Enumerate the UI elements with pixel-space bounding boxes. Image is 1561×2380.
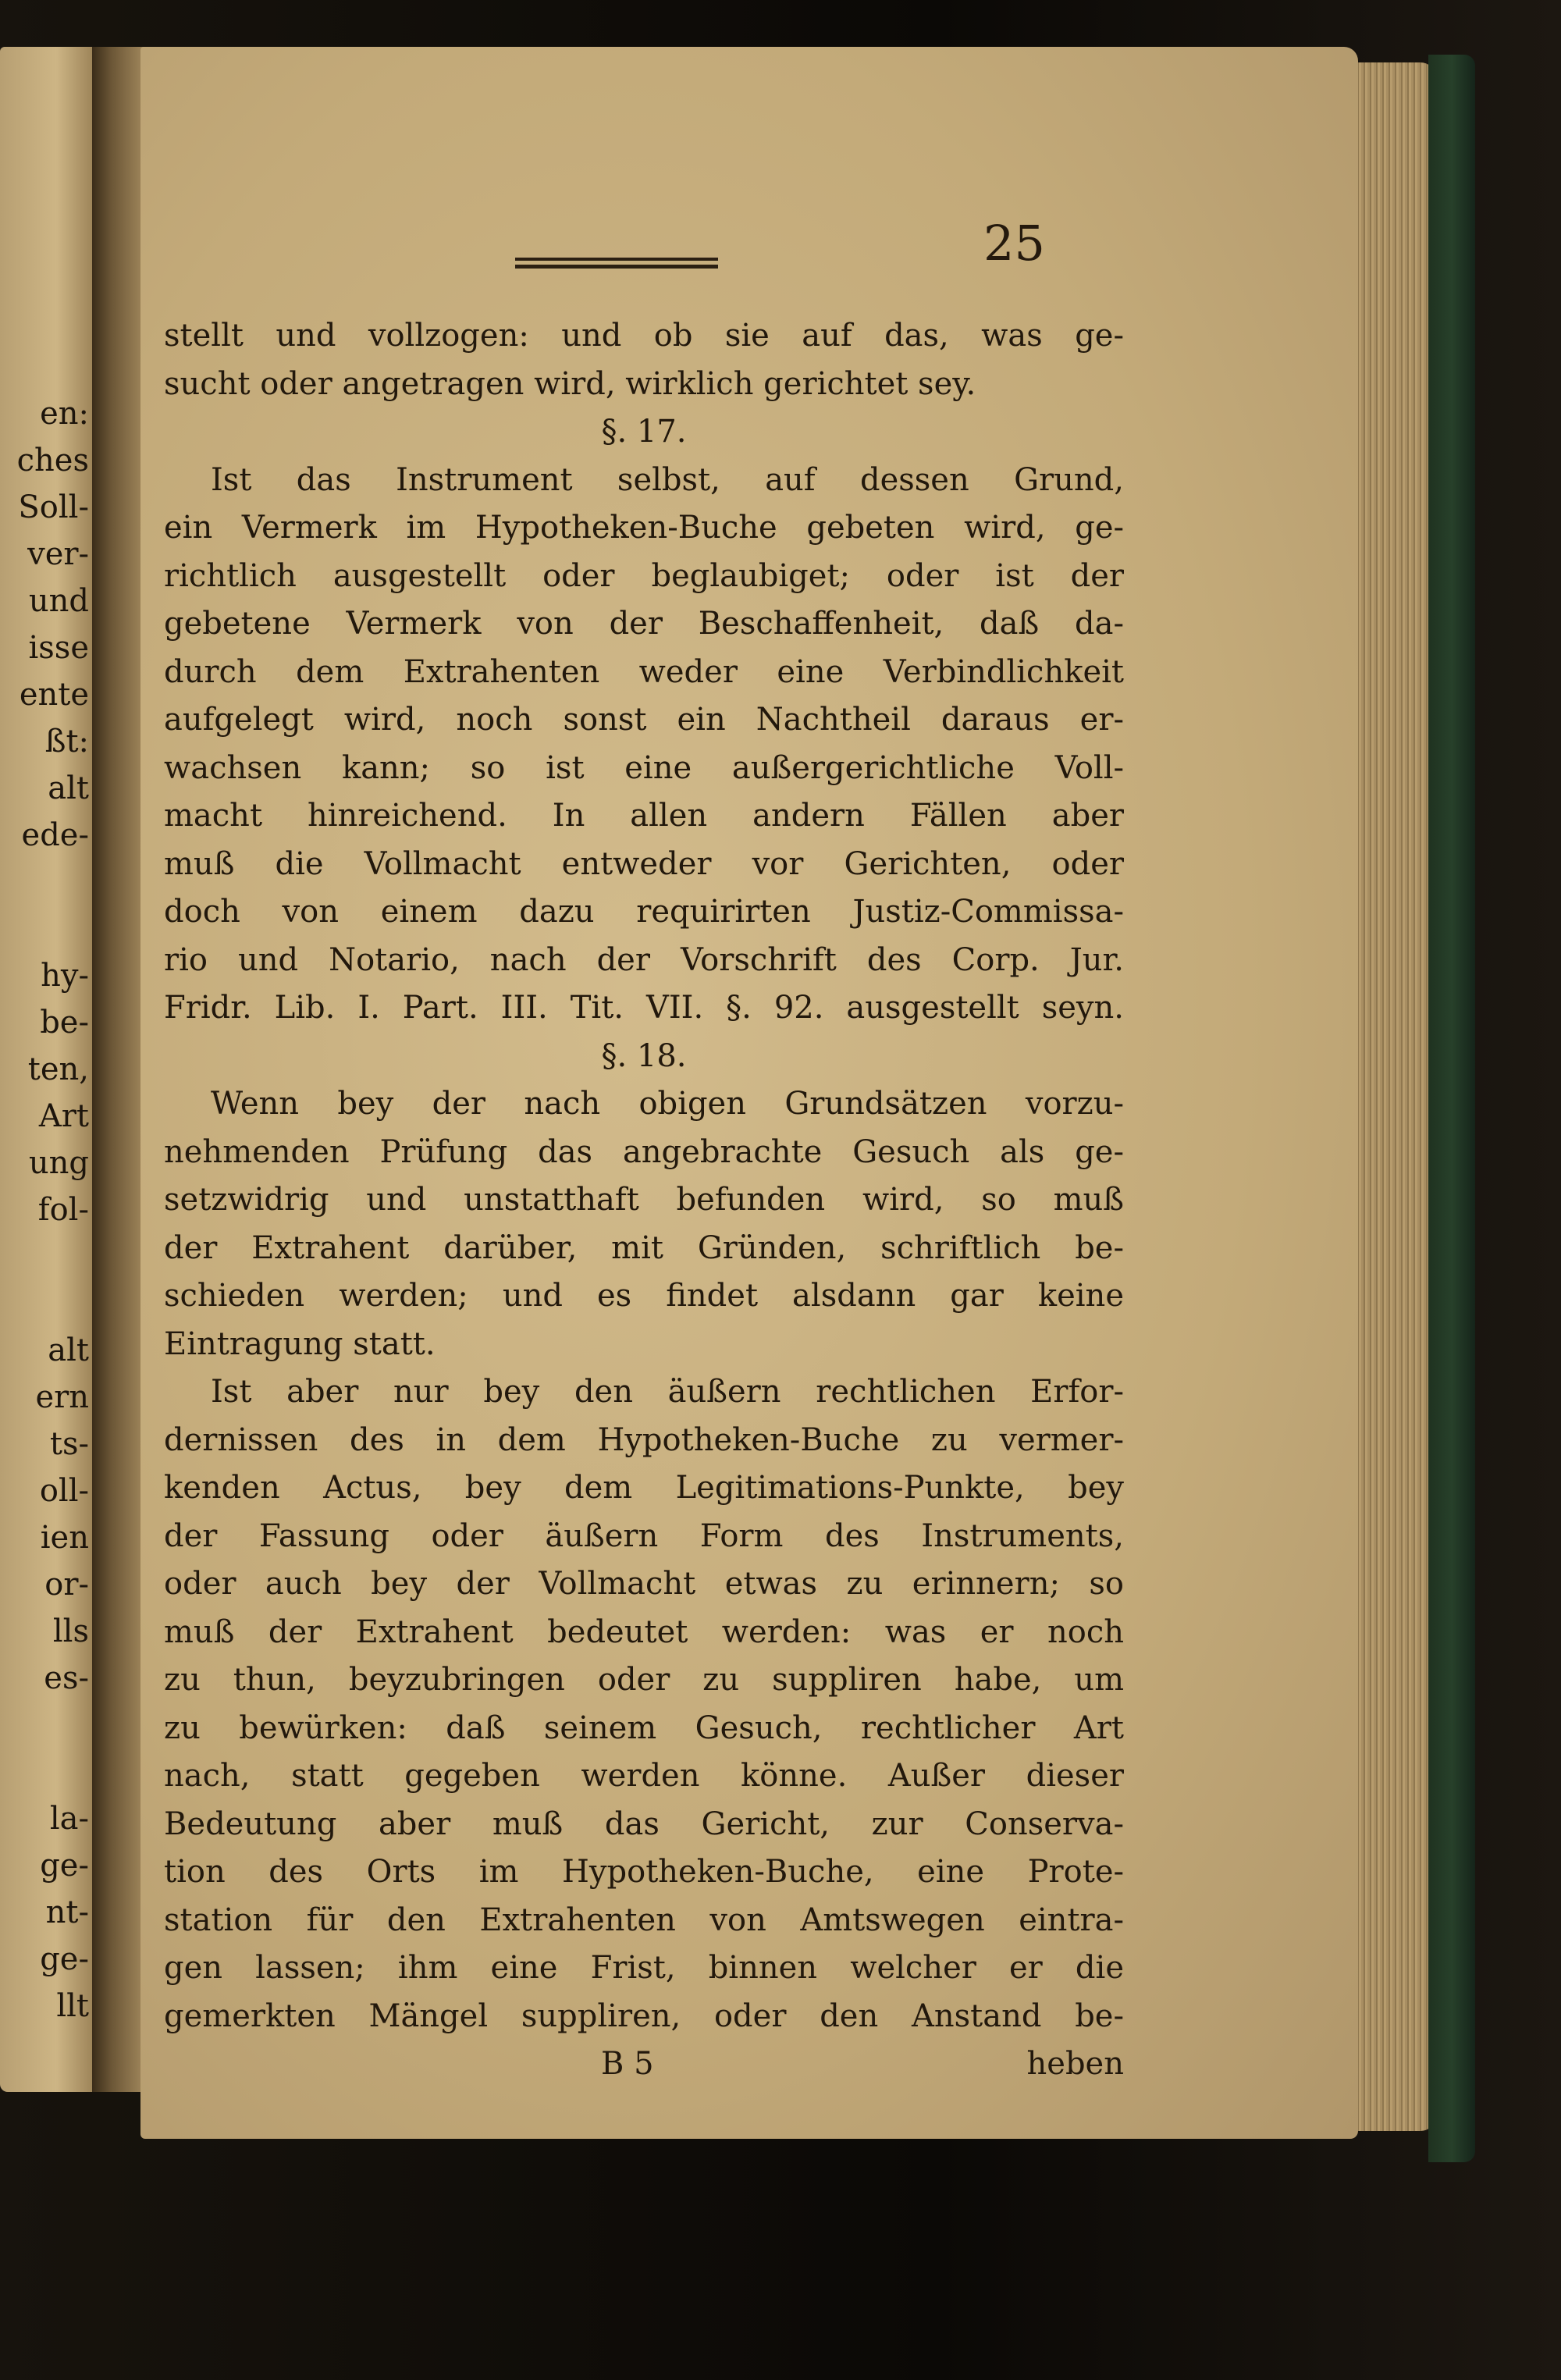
text-line: ein Vermerk im Hypotheken-Buche gebeten wird, ge- [164, 510, 1124, 546]
text-line: sucht oder angetragen wird, wirklich gerichtet sey. [164, 365, 976, 402]
previous-page-fragment: ge- [40, 1941, 89, 1977]
text-line: gebetene Vermerk von der Beschaffenheit, daß da- [164, 606, 1124, 642]
previous-page-fragment: ente [19, 677, 89, 713]
page-number: 25 [983, 215, 1045, 272]
text-line: setzwidrig und unstatthaft befunden wird, so muß [164, 1182, 1124, 1218]
previous-page-fragment: ten, [27, 1051, 89, 1087]
previous-page-fragment: ts- [49, 1426, 89, 1462]
previous-page-fragment: ien [40, 1520, 89, 1556]
previous-page-fragment: ver- [27, 536, 89, 572]
text-line: muß die Vollmacht entweder vor Gerichten, oder [164, 845, 1124, 882]
previous-page-fragment: oll- [39, 1473, 89, 1509]
text-line: zu bewürken: daß seinem Gesuch, rechtlicher Art [164, 1709, 1124, 1746]
catchword: heben [1026, 2046, 1124, 2082]
text-line: kenden Actus, bey dem Legitimations-Punkte, bey [164, 1470, 1124, 1506]
text-line: aufgelegt wird, noch sonst ein Nachtheil daraus er- [164, 702, 1124, 738]
header-rule-thick [515, 265, 718, 269]
previous-page-fragment: fol- [37, 1192, 89, 1228]
previous-page-fragment: Art [38, 1098, 89, 1134]
previous-page-fragment: llt [56, 1988, 89, 2024]
text-line: der Fassung oder äußern Form des Instruments, [164, 1517, 1124, 1554]
text-line: stellt und vollzogen: und ob sie auf das, was ge- [164, 318, 1124, 354]
text-line: rio und Notario, nach der Vorschrift des Corp. Jur. [164, 941, 1124, 978]
text-line: wachsen kann; so ist eine außergerichtliche Voll- [164, 749, 1124, 786]
previous-page-fragment: und [28, 583, 89, 619]
paragraph-first-line: Wenn bey der nach obigen Grundsätzen vorzu- [211, 1086, 1124, 1122]
text-line: gemerkten Mängel suppliren, oder den Anstand be- [164, 1998, 1124, 2034]
previous-page-fragment: alt [48, 1332, 89, 1368]
previous-page-fragment: en: [40, 396, 89, 432]
previous-page-fragment: ge- [40, 1848, 89, 1884]
signature-mark: B 5 [601, 2046, 654, 2082]
previous-page-fragment: nt- [45, 1894, 89, 1930]
text-line: tion des Orts im Hypotheken-Buche, eine Prote- [164, 1854, 1124, 1890]
previous-page-fragment: alt [48, 770, 89, 806]
previous-page-fragment: ede- [21, 817, 89, 853]
text-line: Bedeutung aber muß das Gericht, zur Conserva- [164, 1805, 1124, 1842]
previous-page-text-fragments [0, 390, 94, 2030]
text-line: muß der Extrahent bedeutet werden: was er noch [164, 1613, 1124, 1650]
previous-page-fragment: or- [44, 1567, 89, 1603]
text-line: der Extrahent darüber, mit Gründen, schriftlich be- [164, 1229, 1124, 1266]
text-line: zu thun, beyzubringen oder zu suppliren habe, um [164, 1662, 1124, 1698]
header-double-rule [515, 258, 718, 269]
text-line: macht hinreichend. In allen andern Fällen aber [164, 798, 1124, 834]
book-gutter [92, 47, 147, 2092]
previous-page-fragment: ung [28, 1145, 89, 1181]
previous-page-fragment: ern [35, 1379, 89, 1415]
text-line: oder auch bey der Vollmacht etwas zu erinnern; so [164, 1566, 1124, 1602]
previous-page-fragment [0, 1702, 94, 1795]
previous-page-fragment [0, 859, 94, 952]
previous-page-fragment: ßt: [44, 724, 89, 760]
previous-page-fragment: be- [40, 1005, 89, 1041]
text-line: station für den Extrahenten von Amtswegen eintra- [164, 1902, 1124, 1938]
text-line: schieden werden; und es findet alsdann gar keine [164, 1278, 1124, 1314]
previous-page-fragment: la- [49, 1801, 89, 1837]
previous-page-fragment: isse [28, 630, 89, 666]
text-line: Eintragung statt. [164, 1325, 436, 1362]
book-cover-edge [1428, 55, 1475, 2162]
paragraph-first-line: Ist das Instrument selbst, auf dessen Grund, [211, 461, 1124, 498]
previous-page-edge [0, 47, 94, 2092]
text-line: dernissen des in dem Hypotheken-Buche zu vermer- [164, 1421, 1124, 1458]
text-line: nach, statt gegeben werden könne. Außer dieser [164, 1758, 1124, 1794]
page-text-block [164, 312, 1124, 2089]
text-line: durch dem Extrahenten weder eine Verbindlichkeit [164, 653, 1124, 690]
text-line: gen lassen; ihm eine Frist, binnen welcher er die [164, 1950, 1124, 1986]
text-line: doch von einem dazu requirirten Justiz-Commissa- [164, 894, 1124, 930]
text-line: Fridr. Lib. I. Part. III. Tit. VII. §. 92. ausgestellt seyn. [164, 990, 1124, 1026]
page-footer [164, 2040, 1124, 2089]
header-rule-thin [515, 258, 718, 261]
previous-page-fragment: hy- [41, 958, 89, 994]
previous-page-fragment: es- [44, 1660, 89, 1696]
text-line: richtlich ausgestellt oder beglaubiget; oder ist der [164, 557, 1124, 594]
section-heading-18: §. 18. [601, 1037, 687, 1074]
previous-page-fragment: ches [16, 443, 89, 478]
paragraph-first-line: Ist aber nur bey den äußern rechtlichen Erfor- [211, 1374, 1124, 1410]
section-heading-17: §. 17. [601, 414, 687, 450]
previous-page-fragment: Soll- [18, 489, 89, 525]
previous-page-fragment: lls [52, 1613, 89, 1649]
previous-page-fragment [0, 1233, 94, 1327]
text-line: nehmenden Prüfung das angebrachte Gesuch als ge- [164, 1133, 1124, 1170]
